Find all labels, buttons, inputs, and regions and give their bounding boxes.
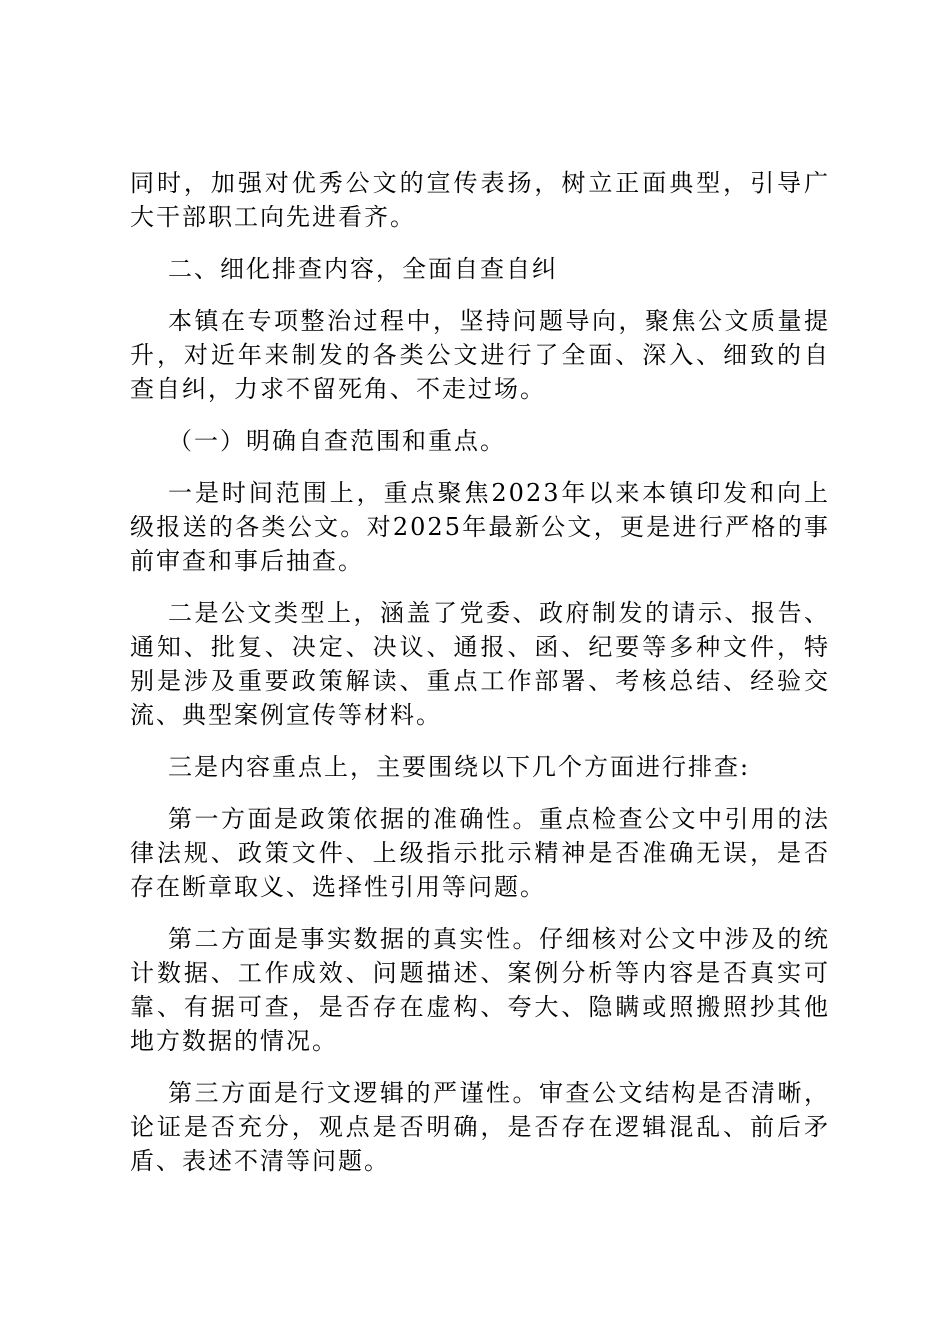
document-body [130, 166, 830, 1196]
section-heading-2: 二、细化排查内容，全面自查自纠 [168, 255, 558, 283]
paragraph-3: 本镇在专项整治过程中，坚持问题导向，聚焦公文质量提升，对近年来制发的各类公文进行了全面、深入、细致的自查自纠，力求不留死角、不走过场。 [130, 307, 830, 403]
paragraph-content-focus: 三是内容重点上，主要围绕以下几个方面进行排查: [168, 753, 751, 781]
paragraph-aspect-3: 第三方面是行文逻辑的严谨性。审查公文结构是否清晰，论证是否充分，观点是否明确，是否存在逻辑混乱、前后矛盾、表述不清等问题。 [130, 1079, 830, 1175]
subsection-heading-1: （一）明确自查范围和重点。 [168, 427, 506, 455]
paragraph-1: 同时，加强对优秀公文的宣传表扬，树立正面典型，引导广大干部职工向先进看齐。 [130, 169, 830, 231]
paragraph-aspect-2: 第二方面是事实数据的真实性。仔细核对公文中涉及的统计数据、工作成效、问题描述、案例分析等内容是否真实可靠、有据可查，是否存在虚构、夸大、隐瞒或照搬照抄其他地方数据的情况。 [130, 925, 830, 1055]
paragraph-aspect-1: 第一方面是政策依据的准确性。重点检查公文中引用的法律法规、政策文件、上级指示批示精神是否准确无误，是否存在断章取义、选择性引用等问题。 [130, 805, 830, 901]
paragraph-time-scope: 一是时间范围上，重点聚焦2023年以来本镇印发和向上级报送的各类公文。对2025年最新公文，更是进行严格的事前审查和事后抽查。 [130, 479, 830, 575]
paragraph-doc-types: 二是公文类型上，涵盖了党委、政府制发的请示、报告、通知、批复、决定、决议、通报、函、纪要等多种文件，特别是涉及重要政策解读、重点工作部署、考核总结、经验交流、典型案例宣传等材料。 [130, 599, 830, 729]
